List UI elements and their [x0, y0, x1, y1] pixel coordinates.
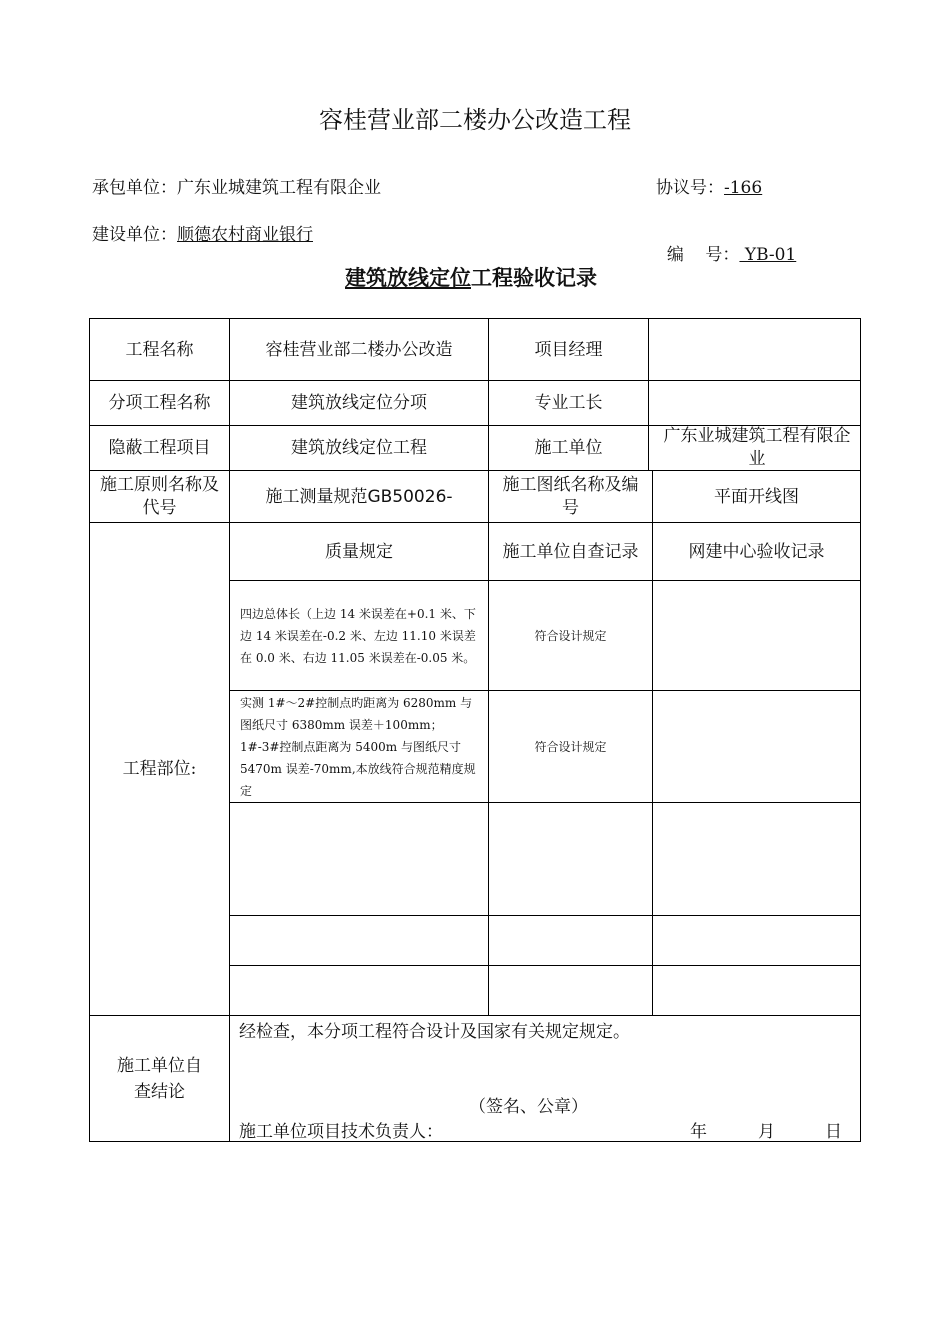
number-label: 编 号：	[666, 245, 740, 265]
project-manager-value	[649, 319, 860, 380]
date-year: 年	[690, 1122, 707, 1142]
drawing-label: 施工图纸名称及编号	[502, 474, 639, 518]
construction-unit-value: 广东业城建筑工程有限企业	[663, 426, 851, 469]
document-title	[0, 262, 942, 292]
sub-project-label: 分项工程名称	[108, 393, 211, 413]
contractor-line	[92, 173, 381, 198]
drawing-value: 平面开线图	[714, 486, 799, 507]
document-title-rest: 工程验收记录	[471, 266, 597, 290]
self-check-cell: 符合设计规定	[534, 739, 607, 754]
document-title-underlined: 建筑放线定位	[345, 266, 471, 290]
location-label: 工程部位:	[122, 759, 197, 779]
contractor-value: 广东业城建筑工程有限企业	[177, 178, 381, 198]
requirement-text: 四边总体长（上边 14 米误差在+0.1 米、下边 14 米误差在-0.2 米、左边 11.10 米误差在 0.0 米、右边 11.05 米误差在-0.05 米。	[240, 606, 476, 665]
foreman-label: 专业工长	[534, 393, 603, 413]
requirement-cell	[230, 581, 488, 690]
hidden-project-value: 建筑放线定位工程	[291, 438, 427, 458]
agreement-line	[656, 173, 762, 198]
center-check-cell	[653, 581, 860, 690]
requirement-cell	[230, 691, 488, 802]
self-check-cell: 符合设计规定	[534, 628, 607, 643]
sub-project-value: 建筑放线定位分项	[291, 393, 427, 413]
construction-unit-label: 施工单位	[534, 438, 603, 458]
conclusion-label: 施工单位自查结论	[117, 1055, 202, 1102]
signer-label: 施工单位项目技术负责人：	[239, 1122, 443, 1142]
standard-value: 施工测量规范GB50026-	[265, 486, 453, 507]
center-header: 网建中心验收记录	[688, 541, 825, 562]
date-month: 月	[758, 1122, 775, 1142]
conclusion-text: 经检查，本分项工程符合设计及国家有关规定规定。	[239, 1022, 630, 1042]
standard-label: 施工原则名称及代号	[100, 474, 219, 518]
project-name-value: 容桂营业部二楼办公改造	[265, 339, 453, 360]
quality-header: 质量规定	[325, 541, 393, 562]
seal-text: （签名、公章）	[469, 1097, 588, 1117]
requirement-text: 实测 1#～2#控制点旳距离为 6280mm 与图纸尺寸 6380mm 误差＋100mm；1#-3#控制点距离为 5400m 与图纸尺寸 5470m 误差-70mm,本放线符合规范精度规定	[240, 695, 476, 798]
owner-label: 建设单位：	[92, 225, 177, 245]
owner-line	[92, 220, 313, 245]
center-check-cell	[653, 691, 860, 802]
foreman-value	[649, 381, 860, 425]
number-value: YB-01	[739, 245, 797, 265]
hidden-project-label: 隐蔽工程项目	[108, 438, 211, 458]
project-title: 容桂营业部二楼办公改造工程	[319, 106, 631, 134]
contractor-label: 承包单位：	[92, 178, 177, 198]
self-check-header: 施工单位自查记录	[502, 541, 639, 562]
agreement-label: 协议号：	[656, 178, 724, 198]
project-manager-label: 项目经理	[534, 339, 603, 360]
date-day: 日	[825, 1122, 842, 1142]
number-line	[656, 220, 796, 265]
project-name-label: 工程名称	[125, 339, 194, 360]
owner-value: 顺德农村商业银行	[177, 225, 313, 245]
agreement-value: -166	[724, 178, 763, 198]
